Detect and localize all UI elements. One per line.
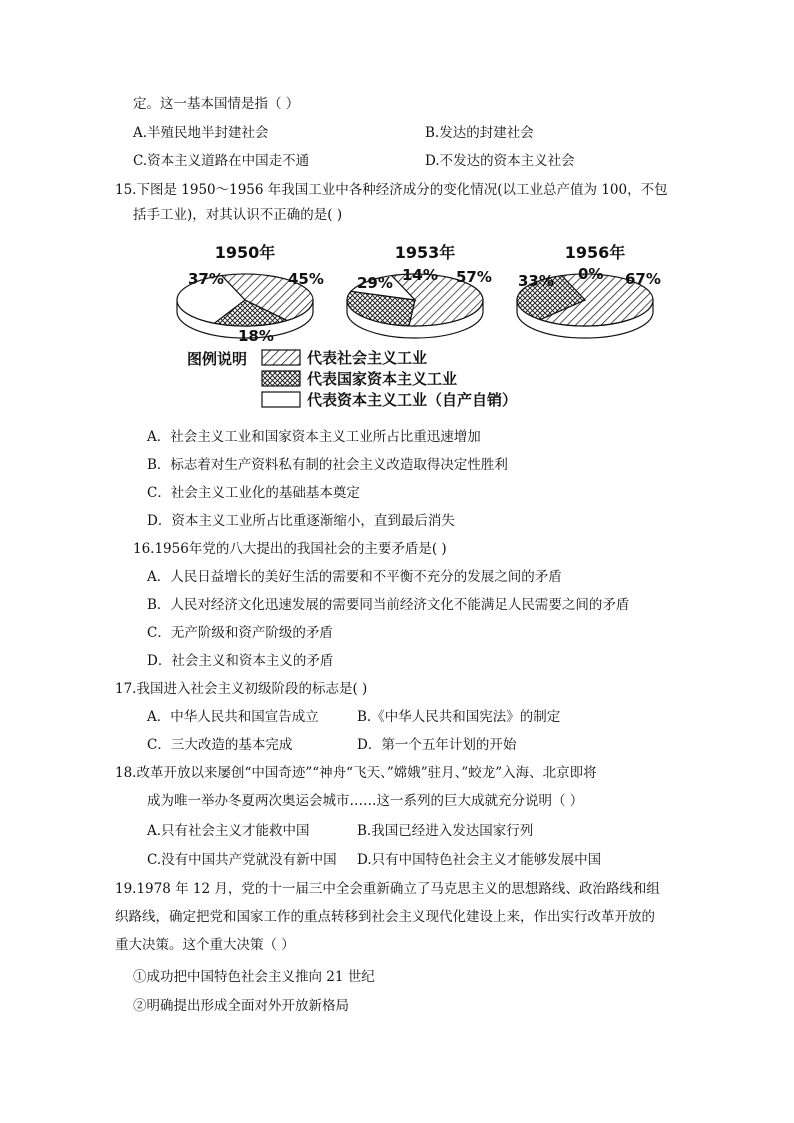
q19-stem-2: 织路线，确定把党和国家工作的重点转移到社会主义现代化建设上来，作出实行改革开放的 [115, 909, 655, 925]
legend-swatch-state [262, 371, 300, 386]
q17-option-a: A．中华人民共和国宣告成立 [147, 709, 319, 725]
q15-option-b: B．标志着对生产资料私有制的社会主义改造取得决定性胜利 [147, 457, 508, 473]
q18-stem-2: 成为唯一举办冬夏两次奥运会城市……这一系列的巨大成就充分说明（ ） [147, 793, 584, 809]
q16-option-d: D．社会主义和资本主义的矛盾 [147, 653, 334, 669]
pie-label-socialist: 45% [288, 270, 324, 288]
q18-option-d: D.只有中国特色社会主义才能够发展中国 [357, 852, 602, 868]
q16-option-b: B．人民对经济文化迅速发展的需要同当前经济文化不能满足人民需要之间的矛盾 [147, 597, 630, 613]
q14-stem-end: 定。这一基本国情是指（ ） [133, 96, 300, 112]
pie-chart-figure [170, 238, 690, 418]
pie-label-capitalist: 14% [402, 266, 438, 284]
q15-stem-2: 括手工业)，对其认识不正确的是( ) [133, 207, 343, 223]
q15-stem-1: 15.下图是 1950～1956 年我国工业中各种经济成分的变化情况(以工业总产值为 100，不包 [115, 182, 668, 198]
legend-label-socialist: 代表社会主义工业 [307, 349, 428, 367]
legend-title: 图例说明 [187, 350, 248, 368]
q19-item-2: ②明确提出形成全面对外开放新格局 [133, 998, 349, 1014]
q14-option-a: A.半殖民地半封建社会 [133, 125, 269, 141]
q18-option-a: A.只有社会主义才能救中国 [147, 823, 310, 839]
q15-option-d: D．资本主义工业所占比重逐渐缩小，直到最后消失 [147, 513, 455, 529]
q15-option-a: A．社会主义工业和国家资本主义工业所占比重迅速增加 [147, 429, 481, 445]
q16-option-c: C．无产阶级和资产阶级的矛盾 [147, 625, 333, 641]
pie-label-socialist: 67% [625, 270, 661, 288]
q14-option-d: D.不发达的资本主义社会 [425, 153, 575, 169]
q19-stem-1: 19.1978 年 12 月，党的十一届三中全会重新确立了马克思主义的思想路线、政治路线和组 [115, 881, 660, 897]
pie-label-state: 33% [518, 272, 554, 290]
q14-option-c: C.资本主义道路在中国走不通 [133, 153, 310, 169]
q18-option-b: B.我国已经进入发达国家行列 [357, 823, 534, 839]
legend-swatch-socialist [262, 350, 300, 365]
q19-stem-3: 重大决策。这个重大决策（ ） [115, 937, 295, 953]
q16-stem: 16.1956年党的八大提出的我国社会的主要矛盾是( ) [133, 541, 447, 557]
legend-label-capitalist: 代表资本主义工业（自产自销） [307, 391, 518, 409]
q16-option-a: A．人民日益增长的美好生活的需要和不平衡不充分的发展之间的矛盾 [147, 569, 562, 585]
q15-option-c: C．社会主义工业化的基础基本奠定 [147, 485, 360, 501]
pie-label-state: 29% [357, 274, 393, 292]
q14-option-b: B.发达的封建社会 [425, 125, 534, 141]
q18-option-c: C.没有中国共产党就没有新中国 [147, 852, 337, 868]
pie-label-state: 18% [238, 327, 274, 345]
pie-title: 1953年 [394, 243, 456, 262]
pie-label-capitalist: 37% [188, 270, 224, 288]
q18-stem-1: 18.改革开放以来屡创“中国奇迹”“神舟“飞天、”嫦娥”驻月、”蛟龙”入海、北京即将 [115, 765, 597, 781]
pie-chart-1 [347, 243, 492, 338]
pie-chart-2 [517, 243, 661, 338]
pie-chart-svg [170, 238, 690, 418]
q17-stem: 17.我国进入社会主义初级阶段的标志是( ) [115, 681, 368, 697]
pie-chart-0 [177, 243, 324, 345]
q19-item-1: ①成功把中国特色社会主义推向 21 世纪 [133, 969, 375, 985]
q17-option-d: D．第一个五年计划的开始 [357, 737, 517, 753]
legend-label-state: 代表国家资本主义工业 [307, 370, 458, 388]
pie-title: 1956年 [564, 243, 626, 262]
pie-label-socialist: 57% [456, 268, 492, 286]
q17-option-c: C．三大改造的基本完成 [147, 737, 293, 753]
q17-option-b: B.《中华人民共和国宪法》的制定 [357, 709, 561, 725]
legend-swatch-capitalist [262, 392, 300, 407]
pie-label-capitalist: 0% [578, 265, 604, 283]
pie-title: 1950年 [214, 243, 276, 262]
